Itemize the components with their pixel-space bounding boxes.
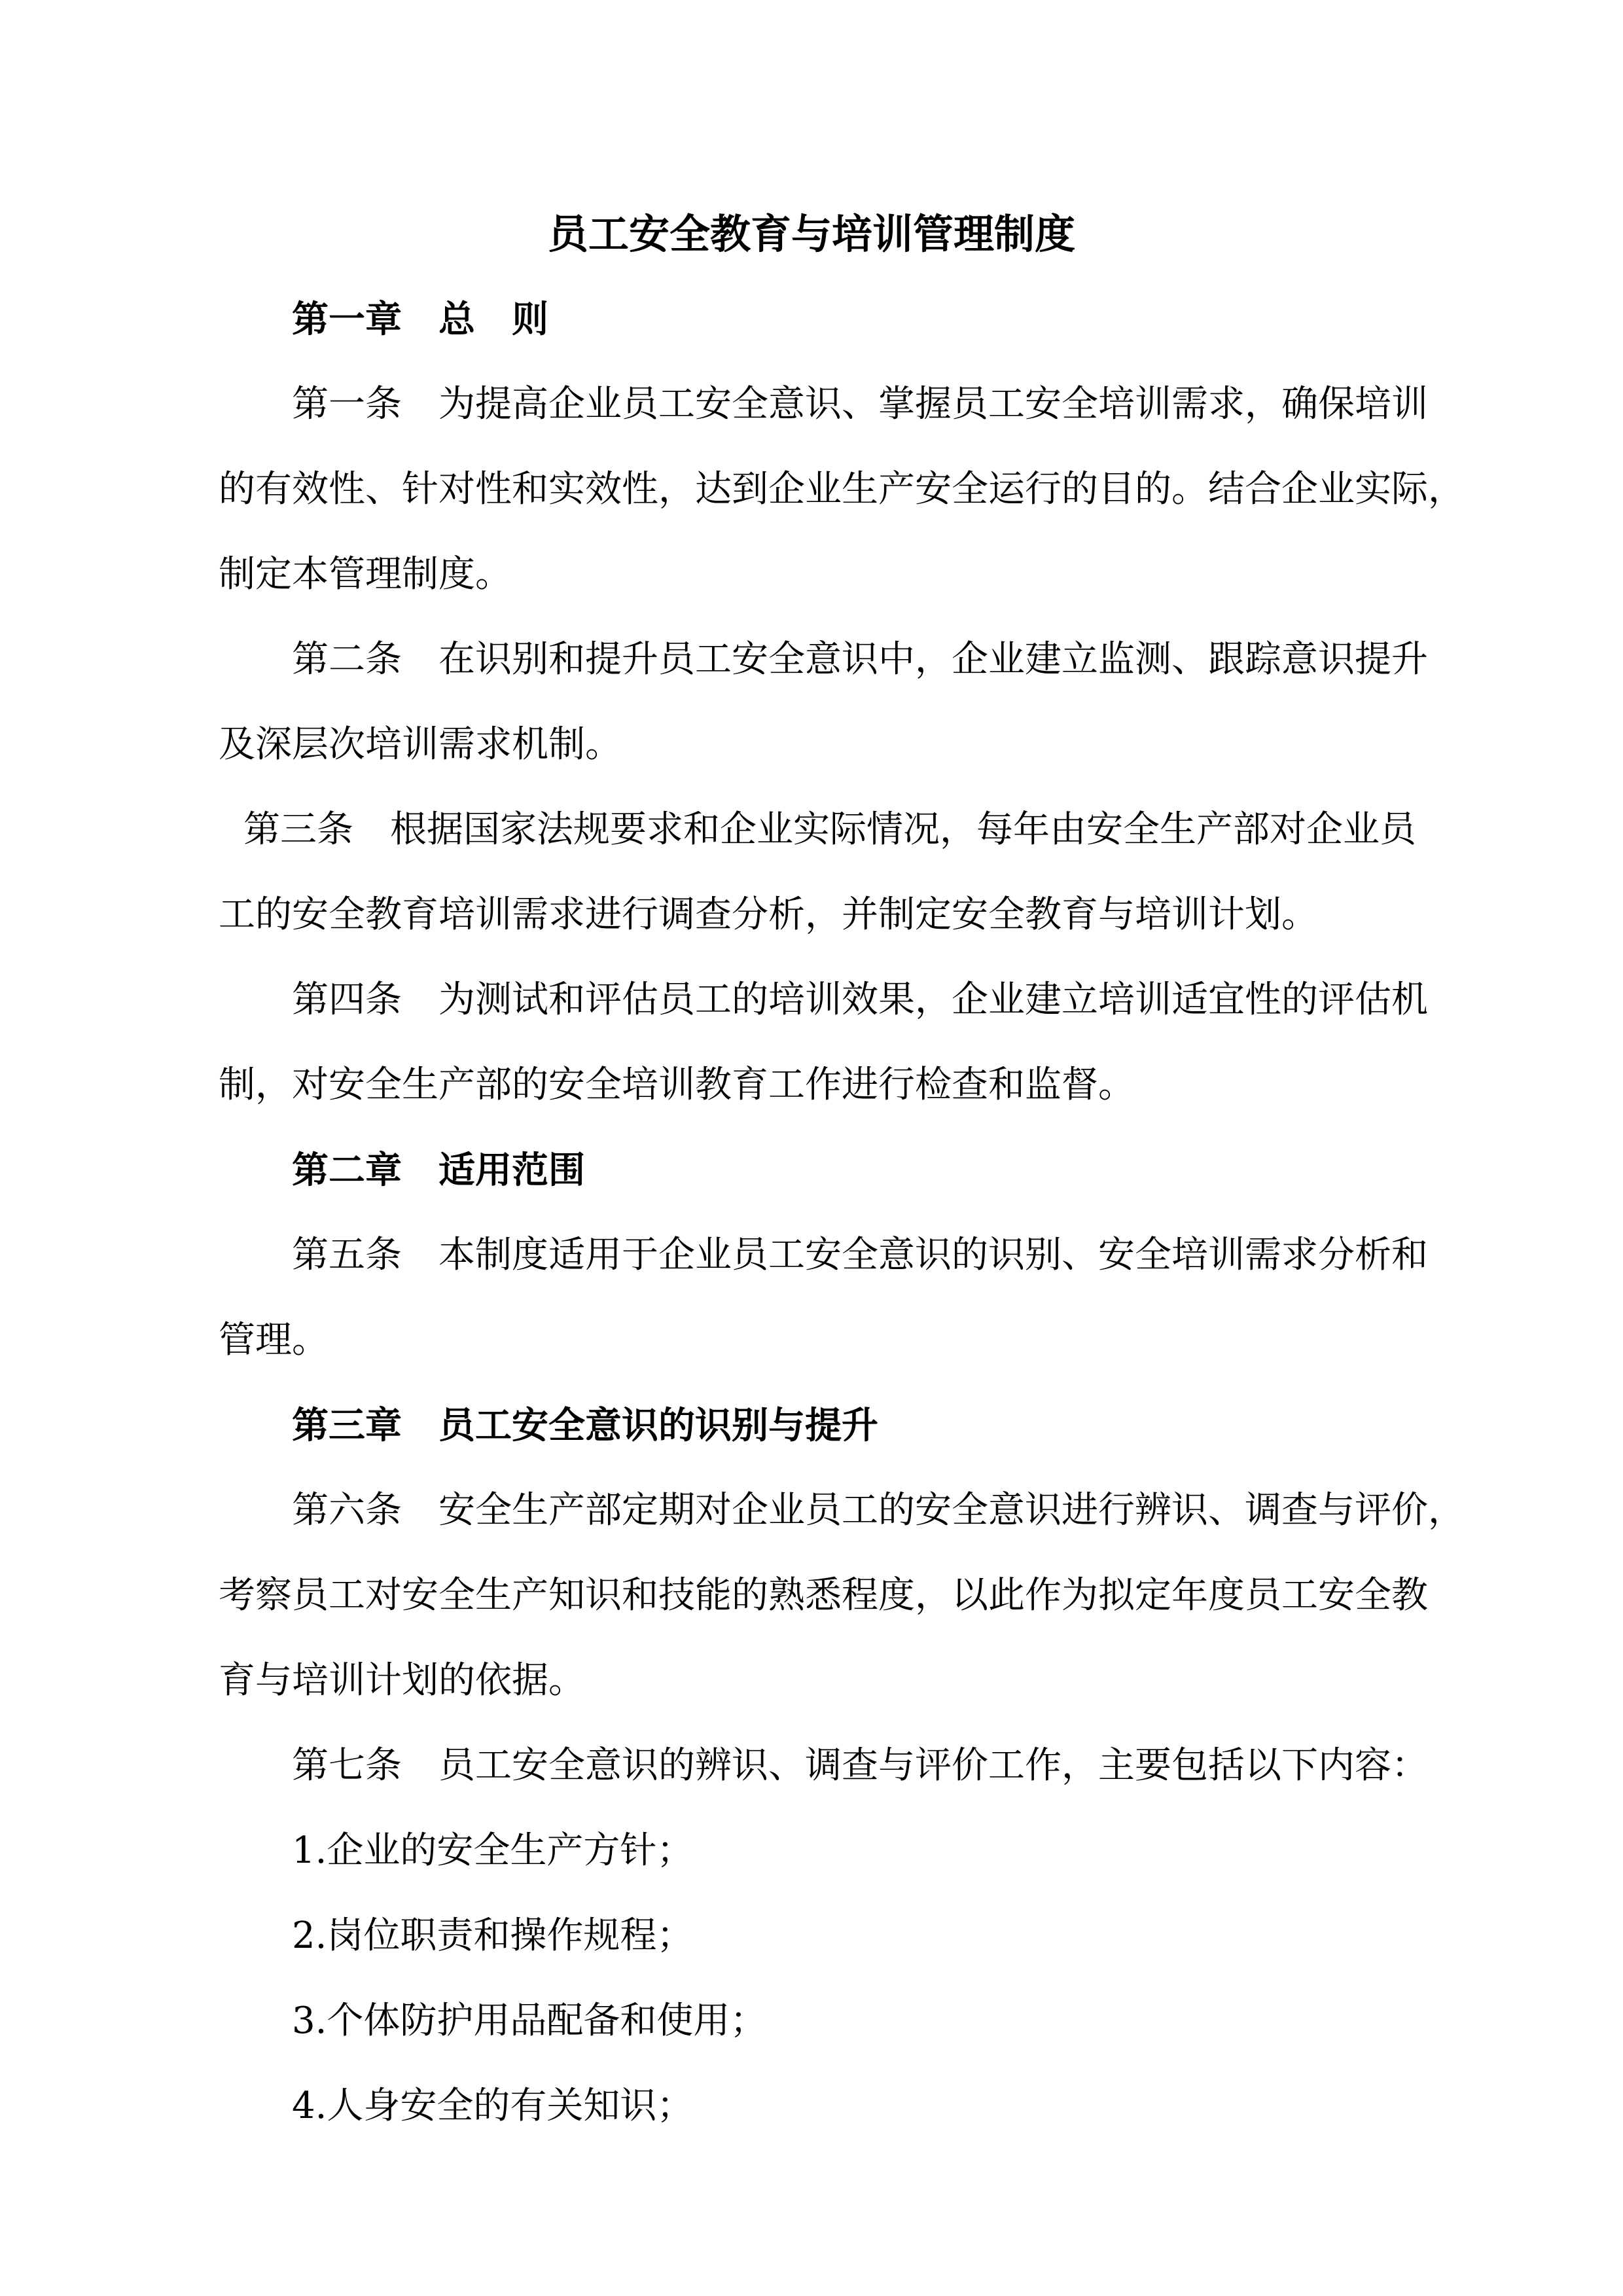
chapter-label: 第一章 — [292, 298, 402, 341]
chapter-name: 员工安全意识的识别与提升 — [438, 1404, 878, 1447]
article-6-line-3: 育与培训计划的依据。 — [219, 1659, 585, 1702]
article-4-line-2: 制，对安全生产部的安全培训教育工作进行检查和监督。 — [219, 1064, 1135, 1106]
article-3-line-2: 工的安全教育培训需求进行调查分析，并制定安全教育与培训计划。 — [219, 893, 1318, 936]
article-text: 本制度适用于企业员工安全意识的识别、安全培训需求分析和 — [438, 1234, 1428, 1276]
chapter-heading-2 — [292, 1144, 585, 1196]
article-text: 为测试和评估员工的培训效果，企业建立培训适宜性的评估机 — [438, 978, 1428, 1021]
article-text: 安全生产部定期对企业员工的安全意识进行辨识、调查与评价， — [438, 1489, 1465, 1532]
chapter-heading-1 — [292, 293, 548, 346]
chapter-name: 总 则 — [438, 298, 548, 341]
article-label: 第三条 — [243, 808, 353, 851]
document-title: 员工安全教育与培训管理制度 — [547, 210, 1075, 258]
list-item: 4.人身安全的有关知识； — [292, 2085, 694, 2127]
chapter-label: 第二章 — [292, 1149, 402, 1192]
article-text: 员工安全意识的辨识、调查与评价工作，主要包括以下内容： — [438, 1744, 1428, 1787]
article-label: 第一条 — [292, 383, 402, 425]
list-item: 1.企业的安全生产方针； — [292, 1829, 694, 1872]
article-7-line-1 — [292, 1740, 1428, 1792]
article-text: 根据国家法规要求和企业实际情况，每年由安全生产部对企业员 — [390, 808, 1416, 851]
article-text: 为提高企业员工安全意识、掌握员工安全培训需求，确保培训 — [438, 383, 1428, 425]
article-1-line-2: 的有效性、针对性和实效性，达到企业生产安全运行的目的。结合企业实际， — [219, 468, 1465, 511]
article-label: 第二条 — [292, 638, 402, 681]
article-1-line-3: 制定本管理制度。 — [219, 553, 512, 596]
article-6-line-1 — [292, 1484, 1465, 1537]
article-2-line-1 — [292, 634, 1428, 686]
article-6-line-2: 考察员工对安全生产知识和技能的熟悉程度，以此作为拟定年度员工安全教 — [219, 1574, 1428, 1617]
article-2-line-2: 及深层次培训需求机制。 — [219, 723, 622, 766]
chapter-name: 适用范围 — [438, 1149, 585, 1192]
list-item: 3.个体防护用品配备和使用； — [292, 2000, 767, 2042]
article-label: 第六条 — [292, 1489, 402, 1532]
article-label: 第五条 — [292, 1234, 402, 1276]
chapter-label: 第三章 — [292, 1404, 402, 1447]
article-label: 第七条 — [292, 1744, 402, 1787]
article-label: 第四条 — [292, 978, 402, 1021]
article-5-line-2: 管理。 — [219, 1319, 329, 1361]
article-1-line-1 — [292, 378, 1428, 431]
article-3-line-1 — [243, 804, 1416, 856]
article-text: 在识别和提升员工安全意识中，企业建立监测、跟踪意识提升 — [438, 638, 1428, 681]
article-4-line-1 — [292, 974, 1428, 1026]
chapter-heading-3 — [292, 1399, 878, 1452]
article-5-line-1 — [292, 1229, 1428, 1282]
list-item: 2.岗位职责和操作规程； — [292, 1914, 694, 1957]
